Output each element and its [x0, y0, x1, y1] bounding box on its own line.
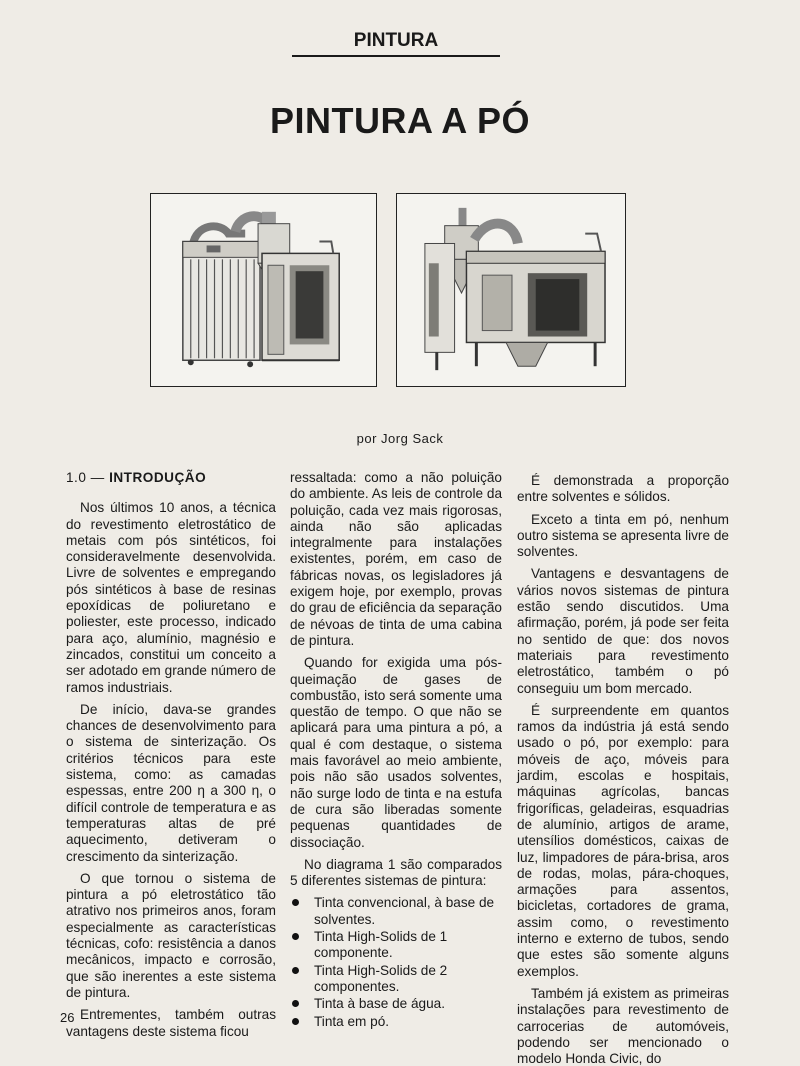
list-item: Tinta High-Solids de 1 componente.: [290, 929, 502, 962]
byline: por Jorg Sack: [356, 431, 444, 446]
text-column-3: [517, 473, 729, 1066]
paragraph: No diagrama 1 são comparados 5 diferentes sistemas de pintura:: [290, 856, 502, 889]
section-heading: [66, 470, 276, 486]
paragraph: Também já existem as primeiras instalações para revestimento de carrocerias de automóveis, podendo ser mencionado o modelo Honda Civic, do: [517, 985, 729, 1066]
spray-booth-photo-left: [150, 193, 377, 387]
paragraph: É surpreendente em quantos ramos da indústria já está sendo usado o pó, por exemplo: para móveis de aço, móveis para jardim, escolas e hospitais, máquinas agrícolas, bancas frigoríficas, geladeiras, esquadrias de alumínio, artigos de arame, utensílios domésticos, caixas de luz, limpadores de pára-brisa, aros de rodas, molas, pára-choques, armações para assentos, bicicletas, cortadores de grama, assim como, o revestimento interno e externo de tubos, sendo que estes são somente alguns exemplos.: [517, 702, 729, 979]
list-item: Tinta High-Solids de 2 componentes.: [290, 963, 502, 996]
page-title: PINTURA A PÓ: [269, 100, 530, 141]
list-item: Tinta convencional, à base de solventes.: [290, 895, 502, 928]
list-item: Tinta à base de água.: [290, 996, 502, 1012]
text-column-1: [66, 470, 276, 1046]
paragraph: ressaltada: como a não poluição do ambiente. As leis de controle da poluição, cada vez mais rigorosas, ainda não são aplicadas integralmente para instalações existentes, porém, em caso de fábricas novas, os legisladores já exigem hoje, por exemplo, provas do grau de eficiência da separação de névoas de tinta de uma cabina de pintura.: [290, 470, 502, 648]
paragraph: Quando for exigida uma pós-queimação de gases de combustão, isto será somente uma questão de tempo. O que não se aplicará para uma pintura a pó, a qual é com destaque, o sistema mais favorável ao meio ambiente, pois não são usados solventes, não surge lodo de tinta e na estufa de cura são liberadas somente pequenas quantidades de dissociação.: [290, 655, 502, 850]
paragraph: É demonstrada a proporção entre solventes e sólidos.: [517, 473, 729, 505]
section-header: PINTURA: [292, 30, 500, 57]
paragraph: O que tornou o sistema de pintura a pó eletrostático tão atrativo nos primeiros anos, foram especialmente as características técnicas, cofo: resistência a danos mecânicos, impacto e corrosão, que são inerentes a este sistema de pintura.: [66, 870, 276, 1000]
paragraph: Exceto a tinta em pó, nenhum outro sistema se apresenta livre de solventes.: [517, 511, 729, 560]
list-item: Tinta em pó.: [290, 1014, 502, 1030]
spray-booth-with-filter-unit-icon: [151, 194, 376, 386]
page-number: 26: [60, 1010, 75, 1025]
paint-systems-list: [290, 895, 502, 1029]
paragraph: Vantagens e desvantagens de vários novos sistemas de pintura estão sendo discutidos. Uma afirmação, porém, já pode ser feita no sentido de que: dos novos materiais para revestimento eletrostático, também o pó conseguiu um bom mercado.: [517, 566, 729, 696]
section-heading-text: INTRODUÇÃO: [109, 470, 207, 485]
spray-booth-with-cyclone-icon: [397, 194, 625, 386]
spray-booth-photo-right: [396, 193, 626, 387]
paragraph: De início, dava-se grandes chances de desenvolvimento para o sistema de sinterização. Os critérios técnicos para este sistema, como: as camadas espessas, entre 200 η a 300 η, o difícil controle de temperatura e as temperaturas altas de pré aquecimento, detiveram o crescimento da sinterização.: [66, 701, 276, 864]
paragraph: Nos últimos 10 anos, a técnica do revestimento eletrostático de metais com pós sintéticos, foi consideravelmente desenvolvida. Livre de solventes e empregando pós sintéticos à base de resinas epoxídicas de poliuretano e poliester, este processo, indicado para aço, alumínio, magnésio e zincados, constitui um conceito a ser adotado em grande número de ramos industriais.: [66, 500, 276, 695]
paragraph: Entrementes, também outras vantagens deste sistema ficou: [66, 1007, 276, 1039]
text-column-2: [290, 470, 502, 1031]
section-heading-number: 1.0 —: [66, 470, 105, 485]
